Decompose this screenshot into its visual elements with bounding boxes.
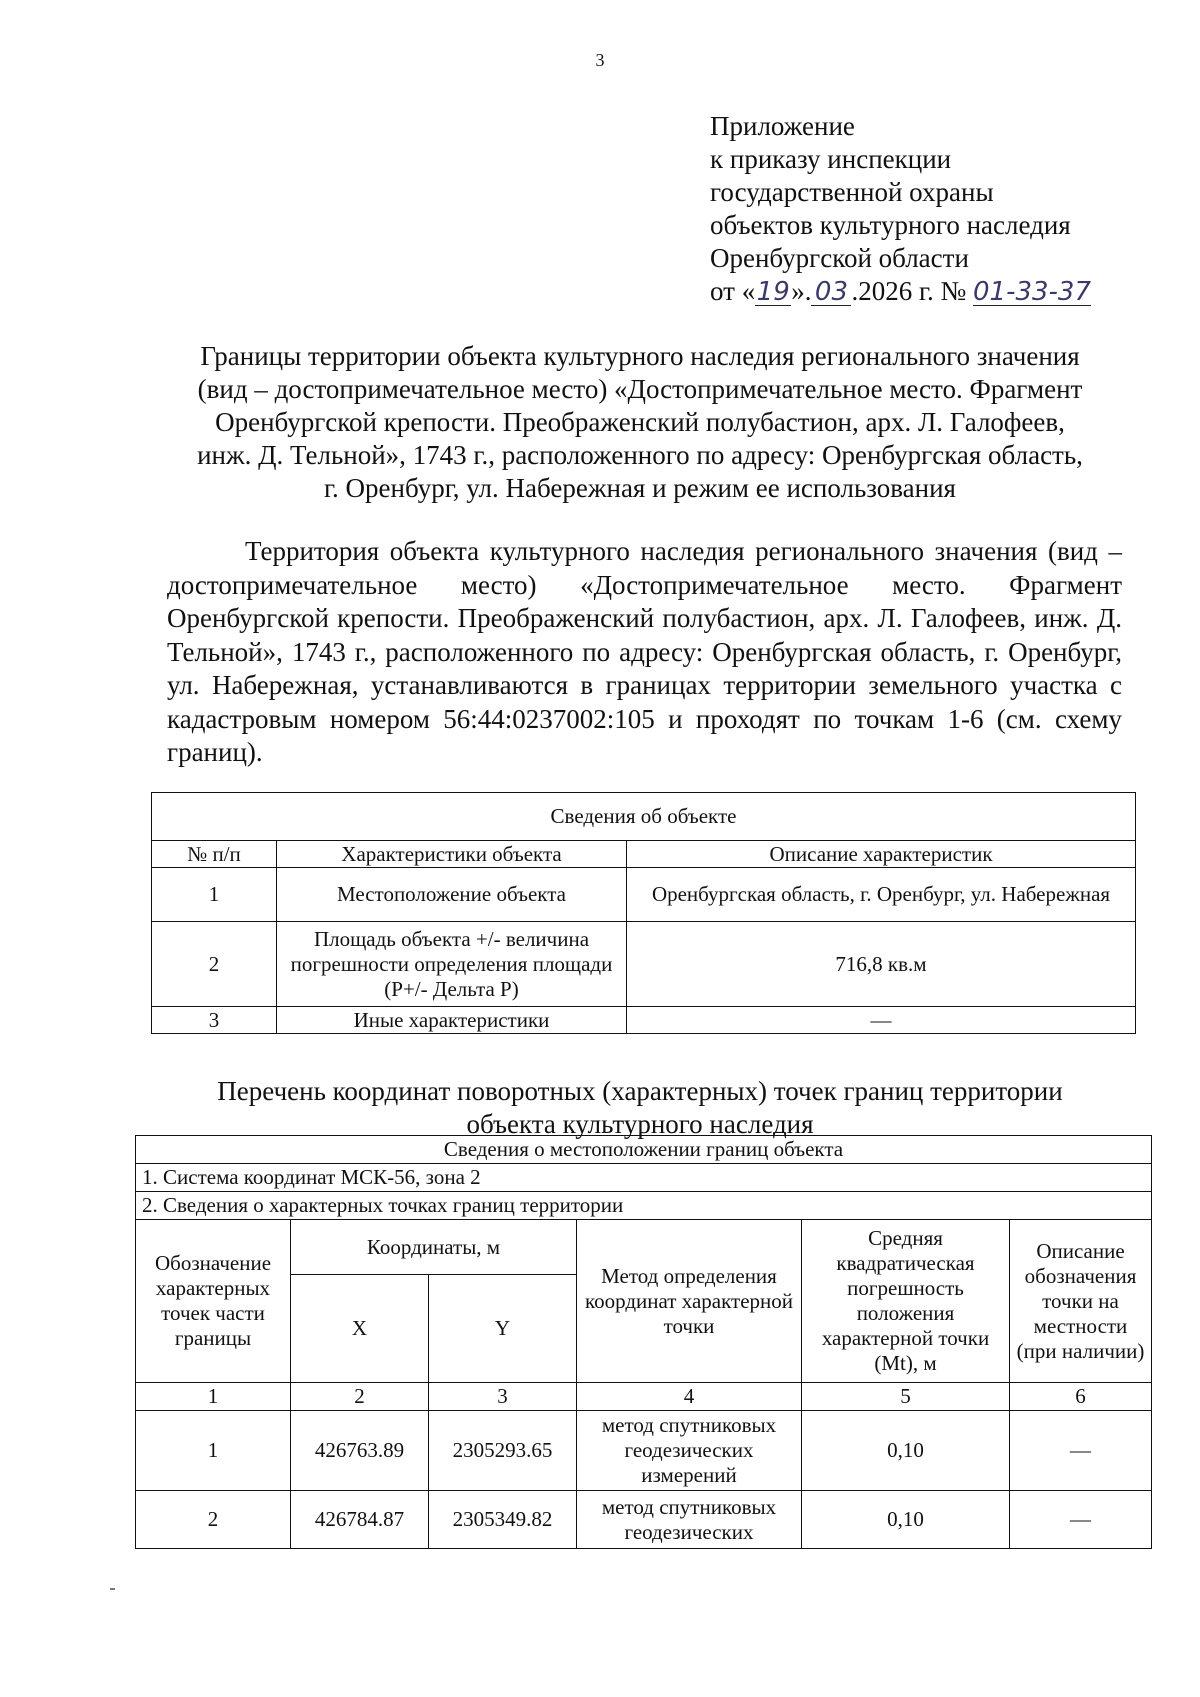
column-number: 2 bbox=[291, 1383, 429, 1411]
table-caption: Сведения об объекте bbox=[152, 793, 1136, 841]
appendix-line: объектов культурного наследия bbox=[710, 210, 1071, 240]
list-title-line: Перечень координат поворотных (характерных) точек границ территории bbox=[217, 1076, 1063, 1106]
table-header: Описание обозначения точки на местности (при наличии) bbox=[1010, 1220, 1152, 1383]
points-caption-row: 2. Сведения о характерных точках границ территории bbox=[136, 1192, 1152, 1220]
appendix-line: Приложение bbox=[710, 111, 855, 141]
table-row bbox=[152, 922, 1136, 1007]
column-number: 5 bbox=[802, 1383, 1010, 1411]
table-row bbox=[152, 868, 1136, 922]
appendix-block bbox=[710, 110, 1091, 308]
table-cell: 1 bbox=[136, 1411, 291, 1491]
list-title-line: объекта культурного наследия bbox=[466, 1109, 814, 1139]
table-cell: 3 bbox=[152, 1007, 277, 1034]
table-cell: Площадь объекта +/- величина погрешности определения площади (Р+/- Дельта Р) bbox=[277, 922, 627, 1007]
table-header: X bbox=[291, 1275, 429, 1383]
table-cell: — bbox=[627, 1007, 1136, 1034]
table-cell: 2 bbox=[152, 922, 277, 1007]
table-cell: 426784.87 bbox=[291, 1491, 429, 1549]
table-header: Y bbox=[429, 1275, 577, 1383]
table-cell: метод спутниковых геодезических bbox=[577, 1491, 802, 1549]
table-row bbox=[136, 1411, 1152, 1491]
table-cell: Иные характеристики bbox=[277, 1007, 627, 1034]
column-number: 4 bbox=[577, 1383, 802, 1411]
table-cell: 2 bbox=[136, 1491, 291, 1549]
title-line: Границы территории объекта культурного наследия регионального значения bbox=[200, 341, 1080, 371]
table-cell: 2305349.82 bbox=[429, 1491, 577, 1549]
object-info-table bbox=[151, 792, 1136, 1034]
table-cell: метод спутниковых геодезических измерений bbox=[577, 1411, 802, 1491]
page-number: 3 bbox=[595, 50, 605, 70]
handwritten-order-number: 01-33-37 bbox=[973, 277, 1092, 307]
title-line: инж. Д. Тельной», 1743 г., расположенного по адресу: Оренбургская область, bbox=[197, 440, 1083, 470]
table-cell: Оренбургская область, г. Оренбург, ул. Набережная bbox=[627, 868, 1136, 922]
column-number: 1 bbox=[136, 1383, 291, 1411]
table-row bbox=[136, 1491, 1152, 1549]
column-number: 6 bbox=[1010, 1383, 1152, 1411]
coordinate-system-row: 1. Система координат МСК-56, зона 2 bbox=[136, 1164, 1152, 1192]
table-header: Обозначение характерных точек части границы bbox=[136, 1220, 291, 1383]
scan-speck bbox=[110, 1588, 115, 1590]
table-cell: — bbox=[1010, 1411, 1152, 1491]
coordinates-list-title bbox=[150, 1075, 1130, 1141]
column-number: 3 bbox=[429, 1383, 577, 1411]
table-cell: 2305293.65 bbox=[429, 1411, 577, 1491]
order-date-line bbox=[710, 275, 1091, 308]
title-line: (вид – достопримечательное место) «Достопримечательное место. Фрагмент bbox=[197, 374, 1083, 404]
table-cell: 0,10 bbox=[802, 1411, 1010, 1491]
document-title bbox=[150, 340, 1130, 505]
appendix-line: государственной охраны bbox=[710, 177, 994, 207]
table-cell: 426763.89 bbox=[291, 1411, 429, 1491]
table-cell: — bbox=[1010, 1491, 1152, 1549]
date-suffix: .2026 г. № bbox=[851, 276, 967, 306]
table-header: Координаты, м bbox=[291, 1220, 577, 1275]
title-line: Оренбургской крепости. Преображенский полубастион, арх. Л. Галофеев, bbox=[215, 407, 1065, 437]
table-cell: Местоположение объекта bbox=[277, 868, 627, 922]
table-header: Средняя квадратическая погрешность положения характерной точки (Mt), м bbox=[802, 1220, 1010, 1383]
appendix-line: к приказу инспекции bbox=[710, 144, 952, 174]
handwritten-month: 03 bbox=[811, 279, 851, 306]
table-header: Характеристики объекта bbox=[277, 841, 627, 868]
table-cell: 0,10 bbox=[802, 1491, 1010, 1549]
table-header: Описание характеристик bbox=[627, 841, 1136, 868]
table-caption: Сведения о местоположении границ объекта bbox=[136, 1136, 1152, 1164]
appendix-line: Оренбургской области bbox=[710, 243, 969, 273]
handwritten-day: 19 bbox=[756, 277, 790, 307]
date-prefix: от « bbox=[710, 276, 756, 306]
date-mid: ». bbox=[791, 276, 812, 306]
territory-paragraph: Территория объекта культурного наследия регионального значения (вид – достопримечательное место) «Достопримечательное место. Фрагмент Оренбургской крепости. Преображенский полубастион, арх. Л. Галофеев, инж. Д. Тельной», 1743 г., расположенного по адресу: Оренбургская область, г. Оренбург, ул. Набережная, устанавливаются в границах территории земельного участка с кадастровым номером 56:44:0237002:105 и проходят по точкам 1-6 (см. схему границ). bbox=[167, 536, 1122, 767]
title-line: г. Оренбург, ул. Набережная и режим ее использования bbox=[324, 473, 956, 503]
table-header: № п/п bbox=[152, 841, 277, 868]
coordinates-table bbox=[135, 1135, 1152, 1549]
table-row bbox=[152, 1007, 1136, 1034]
table-cell: 1 bbox=[152, 868, 277, 922]
table-header: Метод определения координат характерной точки bbox=[577, 1220, 802, 1383]
table-cell: 716,8 кв.м bbox=[627, 922, 1136, 1007]
